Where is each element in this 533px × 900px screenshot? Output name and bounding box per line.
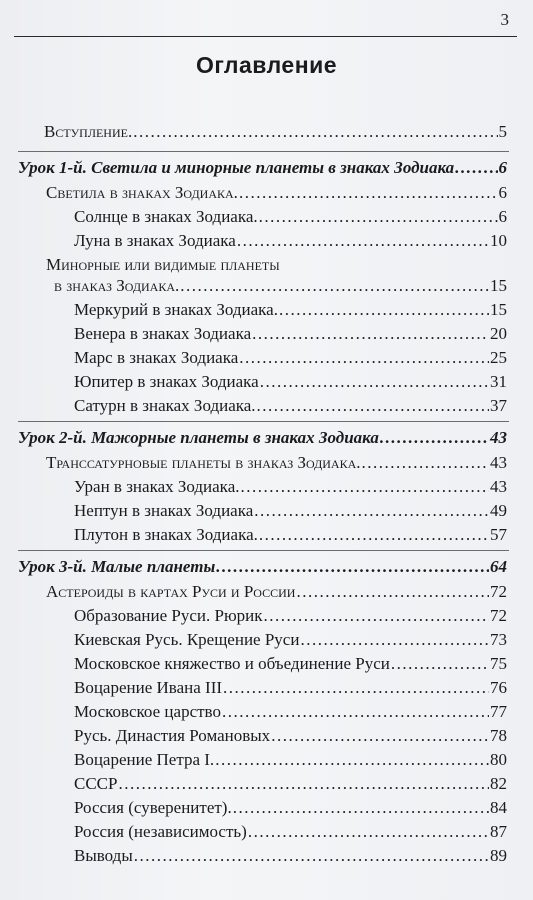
toc-entry-sun: [74, 207, 507, 227]
toc-entry-label: Воцарение Петра I.: [74, 750, 215, 769]
toc-entry-label: Россия (суверенитет).: [74, 798, 232, 817]
page-number: 3: [500, 10, 509, 29]
toc-entry-label: Урок 1-й. Светила и минорные планеты в знаках Зодиака: [18, 158, 455, 177]
toc-entry-page: 80: [490, 750, 507, 769]
toc-leader-dots: [252, 324, 489, 344]
toc-entry-page: 82: [490, 774, 507, 793]
toc-entry-page: 31: [490, 372, 507, 391]
toc-leader-dots: [264, 606, 489, 626]
toc-leader-dots: [237, 231, 489, 251]
toc-leader-dots: [257, 396, 489, 416]
toc-leader-dots: [259, 207, 498, 227]
toc-entry-page: 76: [490, 678, 507, 697]
toc-leader-dots: [180, 276, 489, 296]
toc-entry-label: Русь. Династия Романовых: [74, 726, 271, 745]
toc-entry-label: Образование Руси. Рюрик: [74, 606, 263, 625]
toc-lesson-1: [18, 158, 507, 178]
toc-entry-page: 6: [498, 158, 507, 177]
toc-entry-romanovs: [74, 726, 507, 746]
toc-entry-page: 43: [490, 453, 507, 472]
toc-entry-minor-planets: [54, 276, 507, 296]
toc-leader-dots: [134, 846, 489, 866]
toc-entry-label: Московское княжество и объединение Руси: [74, 654, 390, 673]
toc-entry-russia-independence: [74, 822, 507, 842]
toc-leader-dots: [260, 372, 489, 392]
toc-entry-label: Нептун в знаках Зодиака: [74, 501, 254, 520]
toc-entry-page: 15: [490, 300, 507, 319]
section-divider: [18, 421, 509, 422]
toc-leader-dots: [239, 348, 489, 368]
toc-entry-page: 72: [490, 582, 507, 601]
toc-leader-dots: [215, 750, 489, 770]
toc-entry-page: 43: [490, 477, 507, 496]
toc-entry-transsaturnian: [46, 453, 507, 473]
toc-entry-minor-planets-line1: Минорные или видимые планеты: [46, 255, 280, 274]
toc-entry-moscow-principality: [74, 654, 507, 674]
toc-leader-dots: [239, 183, 498, 203]
toc-entry-page: 49: [490, 501, 507, 520]
toc-entry-label: Россия (независимость): [74, 822, 247, 841]
toc-entry-page: 6: [498, 207, 507, 226]
toc-entry-jupiter: [74, 372, 507, 392]
toc-entry-mars: [74, 348, 507, 368]
toc-entry-label: Урок 2-й. Мажорные планеты в знаках Зодиака: [18, 428, 379, 447]
toc-entry-label: в знаказ Зодиака.: [54, 276, 180, 295]
toc-entry-peter-i: [74, 750, 507, 770]
toc-entry-page: 5: [498, 122, 507, 141]
toc-entry-page: 37: [490, 396, 507, 415]
toc-entry-asteroids: [46, 582, 507, 602]
toc-entry-label: Плутон в знаках Зодиака.: [74, 525, 258, 544]
toc-entry-rurik: [74, 606, 507, 626]
toc-leader-dots: [271, 726, 489, 746]
toc-entry-page: 87: [490, 822, 507, 841]
toc-entry-label: Светила в знаках Зодиака.: [46, 183, 238, 202]
toc-entry-label: Венера в знаках Зодиака: [74, 324, 252, 343]
toc-entry-label: Московское царство: [74, 702, 221, 721]
toc-entry-page: 78: [490, 726, 507, 745]
section-divider: [18, 550, 509, 551]
toc-entry-label: Астероиды в картах Руси и России: [46, 582, 296, 601]
toc-leader-dots: [223, 678, 489, 698]
toc-entry-label: Вступление.: [44, 122, 133, 141]
toc-entry-moon: [74, 231, 507, 251]
toc-entry-label: Воцарение Ивана III: [74, 678, 223, 697]
toc-entry-page: 75: [490, 654, 507, 673]
toc-entry-page: 72: [490, 606, 507, 625]
toc-entry-ussr: [74, 774, 507, 794]
toc-entry-neptune: [74, 501, 507, 521]
toc-entry-label: Транссатурновые планеты в знаказ Зодиака.: [46, 453, 361, 472]
toc-leader-dots: [222, 702, 489, 722]
toc-entry-page: 43: [490, 428, 507, 447]
toc-entry-page: 20: [490, 324, 507, 343]
toc-entry-page: 84: [490, 798, 507, 817]
toc-lesson-2: [18, 428, 507, 448]
toc-entry-page: 10: [490, 231, 507, 250]
toc-entry-page: 25: [490, 348, 507, 367]
toc-lesson-3: [18, 557, 507, 577]
page-title: Оглавление: [195, 52, 338, 78]
toc-entry-label: СССР: [74, 774, 118, 793]
toc-leader-dots: [279, 300, 489, 320]
toc-entry-page: 15: [490, 276, 507, 295]
section-divider: [18, 151, 509, 152]
toc-leader-dots: [233, 798, 489, 818]
toc-entry-label: Уран в знаках Зодиака.: [74, 477, 240, 496]
toc-entry-mercury: [74, 300, 507, 320]
toc-entry-moscow-tsardom: [74, 702, 507, 722]
toc-entry-pluto: [74, 525, 507, 545]
toc-leader-dots: [362, 453, 489, 473]
toc-entry-page: 57: [490, 525, 507, 544]
toc-entry-label: Киевская Русь. Крещение Руси: [74, 630, 300, 649]
toc-leader-dots: [118, 774, 489, 794]
toc-entry-label: Юпитер в знаках Зодиака: [74, 372, 259, 391]
toc-leader-dots: [216, 557, 489, 577]
toc-leader-dots: [133, 122, 497, 142]
toc-entry-ivan-iii: [74, 678, 507, 698]
toc-leader-dots: [300, 630, 489, 650]
toc-leader-dots: [240, 477, 489, 497]
toc-entry-label: Урок 3-й. Малые планеты: [18, 557, 216, 576]
toc-entry-label: Луна в знаках Зодиака: [74, 231, 236, 250]
toc-entry-page: 73: [490, 630, 507, 649]
toc-entry-conclusions: [74, 846, 507, 866]
toc-entry-kievan-rus: [74, 630, 507, 650]
toc-entry-label: Выводы: [74, 846, 133, 865]
toc-entry-page: 64: [490, 557, 507, 576]
toc-leader-dots: [296, 582, 489, 602]
toc-entry-label: Солнце в знаках Зодиака.: [74, 207, 258, 226]
toc-entry-label: Меркурий в знаках Зодиака.: [74, 300, 278, 319]
toc-leader-dots: [380, 428, 489, 448]
toc-entry-saturn: [74, 396, 507, 416]
toc-entry-label: Сатурн в знаках Зодиака.: [74, 396, 256, 415]
toc-leader-dots: [455, 158, 497, 178]
toc-entry-label: Марс в знаках Зодиака: [74, 348, 239, 367]
toc-entry-page: 89: [490, 846, 507, 865]
toc-leader-dots: [259, 525, 489, 545]
toc-entry-intro: [44, 122, 507, 142]
toc-entry-russia-sovereignty: [74, 798, 507, 818]
toc-entry-uranus: [74, 477, 507, 497]
toc-leader-dots: [254, 501, 489, 521]
toc-leader-dots: [391, 654, 489, 674]
toc-entry-page: 6: [498, 183, 507, 202]
toc-leader-dots: [248, 822, 489, 842]
toc-entry-venus: [74, 324, 507, 344]
toc-entry-luminaries: [46, 183, 507, 203]
toc-entry-page: 77: [490, 702, 507, 721]
